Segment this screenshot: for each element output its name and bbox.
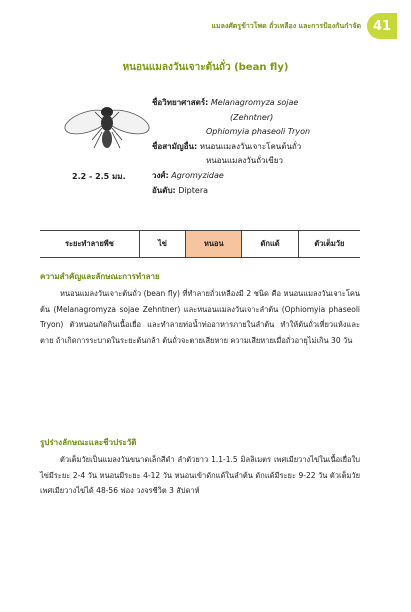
taxonomy-value: (Zehntner) <box>230 112 274 122</box>
taxonomy-value: Ophiomyia phaseoli Tryon <box>206 127 311 137</box>
paragraph-text: ตัวเต็มวัยเป็นแมลงวันขนาดเล็กสีดำ ลำตัวยาว 1.1-1.5 มิลลิเมตร เพศเมียวางไข่ในเนื้อเยื่อใบ ไข่มีระยะ 2-4 วัน หนอนมีระยะ 4-12 วัน หนอนเข้าดักแด้ในลำต้น ดักแด้มีระยะ 9-22 วัน ตัวเต็มวัยเพศเมียวางไข่ได้ 48-56 ฟอง วงจรชีวิต 3 สัปดาห์ <box>40 455 360 496</box>
taxonomy-label: วงศ์: <box>152 170 169 180</box>
taxonomy-row <box>152 140 310 155</box>
taxonomy-label: ชื่อวิทยาศาสตร์: <box>152 98 209 107</box>
taxonomy-label: อันดับ: <box>152 185 176 195</box>
running-header <box>211 12 397 40</box>
paragraph-text: หนอนแมลงวันเจาะต้นถั่ว (bean fly) ที่ทำลายถั่วเหลืองมี 2 ชนิด คือ หนอนแมลงวันเจาะโคนต้น (Melanagromyza sojae Zehntner) และหนอนแมลงวันเจาะลำต้น (Ophiomyia phaseoli Tryon) ตัวหนอนกัดกินเนื้อเยื่อ และทำลายท่อน้ำท่ออาหารภายในลำต้น ทำให้ต้นถั่วเหี่ยวแห้งและตาย ถ้าเกิดการระบาดในระยะต้นกล้า ต้นถั่วจะตายเสียหาย ความเสียหายเมื่อถั่วอายุไม่เกิน 30 วัน <box>40 289 360 346</box>
taxonomy-value: Melanagromyza sojae <box>210 98 299 107</box>
section-paragraph <box>40 452 360 499</box>
section-paragraph <box>40 286 360 349</box>
taxonomy-row <box>152 184 310 199</box>
section-heading: รูปร่างลักษณะและชีวประวัติ <box>40 438 137 447</box>
stage-header-cell: ระยะทำลายพืช <box>64 239 114 248</box>
taxonomy-value: หนอนแมลงวันถั่วเขียว <box>206 156 283 166</box>
section-heading: ความสำคัญและลักษณะการทำลาย <box>40 272 160 281</box>
taxonomy-row <box>152 96 310 111</box>
damage-stage-table <box>40 230 360 258</box>
pest-title: หนอนแมลงวันเจาะต้นถั่ว (bean fly) <box>122 62 289 73</box>
stage-cell-adult: ตัวเต็มวัย <box>298 231 360 257</box>
stage-cell-larva: หนอน <box>185 231 241 257</box>
taxonomy-row <box>152 169 310 184</box>
taxonomy-row <box>152 125 310 140</box>
taxonomy-value: Diptera <box>178 185 209 195</box>
taxonomy-value: Agromyzidae <box>171 170 224 180</box>
size-label: 2.2 - 2.5 มม. <box>72 172 126 181</box>
stage-cell-pupa: ดักแด้ <box>241 231 297 257</box>
running-title: แมลงศัตรูข้าวโพด ถั่วเหลือง และการป้องกันกำจัด <box>211 21 361 30</box>
page-number: 41 <box>367 13 397 39</box>
taxonomy-row <box>152 111 310 126</box>
stage-cell-egg: ไข่ <box>139 231 185 257</box>
bean-fly-illustration <box>62 96 152 164</box>
taxonomy-label: ชื่อสามัญอื่น: <box>152 141 198 151</box>
taxonomy-info <box>152 96 310 198</box>
taxonomy-value: หนอนแมลงวันเจาะโคนต้นถั่ว <box>199 141 302 151</box>
taxonomy-row <box>152 154 310 169</box>
